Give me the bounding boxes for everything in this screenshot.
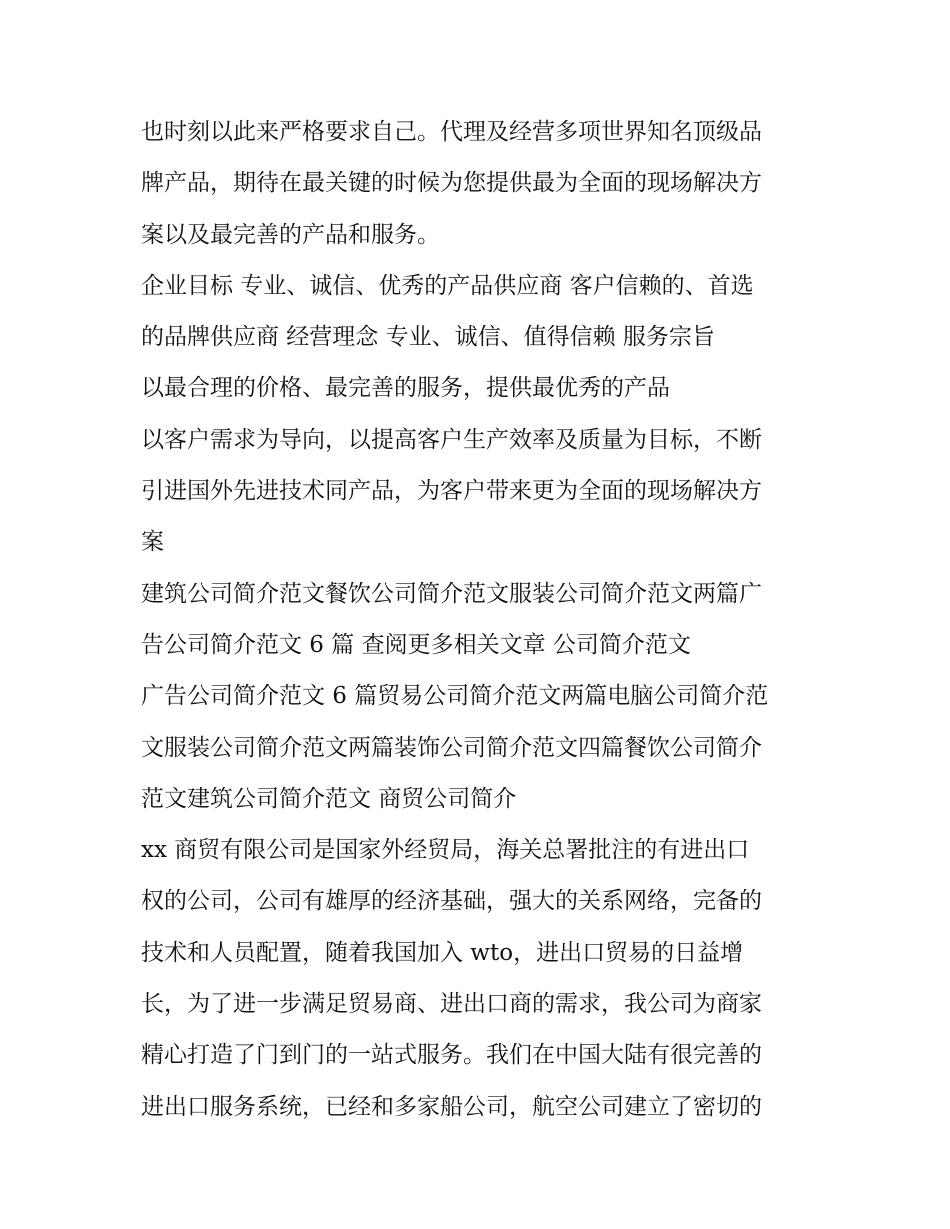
text-line-16: 权的公司，公司有雄厚的经济基础，强大的关系网络，完备的 [141, 888, 762, 915]
text-line-7: 以客户需求为导向，以提高客户生产效率及质量为目标，不断 [141, 426, 762, 453]
text-line-15: xx 商贸有限公司是国家外经贸局，海关总署批注的有进出口 [141, 837, 750, 864]
text-line-17: 技术和人员配置，随着我国加入 wto，进出口贸易的日益增 [141, 939, 744, 966]
text-line-12: 广告公司简介范文 6 篇贸易公司简介范文两篇电脑公司简介范 [141, 683, 769, 710]
text-line-3: 案以及最完善的产品和服务。 [141, 221, 440, 248]
text-line-2: 牌产品，期待在最关键的时候为您提供最为全面的现场解决方 [141, 170, 762, 197]
text-line-19: 精心打造了门到门的一站式服务。我们在中国大陆有很完善的 [141, 1042, 762, 1069]
text-line-4: 企业目标 专业、诚信、优秀的产品供应商 客户信赖的、首选 [141, 272, 754, 299]
text-line-9: 案 [141, 529, 164, 556]
text-line-6: 以最合理的价格、最完善的服务，提供最优秀的产品 [141, 375, 670, 402]
text-line-5: 的品牌供应商 经营理念 专业、诚信、值得信赖 服务宗旨 [141, 324, 715, 351]
text-line-20: 进出口服务系统，已经和多家船公司，航空公司建立了密切的 [141, 1093, 762, 1120]
text-line-1: 也时刻以此来严格要求自己。代理及经营多项世界知名顶级品 [141, 119, 762, 145]
body-text [141, 107, 821, 1133]
text-line-11: 告公司简介范文 6 篇 查阅更多相关文章 公司简介范文 [141, 631, 691, 658]
text-line-18: 长，为了进一步满足贸易商、进出口商的需求，我公司为商家 [141, 991, 762, 1018]
text-line-10: 建筑公司简介范文餐饮公司简介范文服装公司简介范文两篇广 [141, 580, 762, 607]
text-line-8: 引进国外先进技术同产品，为客户带来更为全面的现场解决方 [141, 478, 762, 505]
text-line-13: 文服装公司简介范文两篇装饰公司简介范文四篇餐饮公司简介 [141, 734, 762, 761]
text-line-14: 范文建筑公司简介范文 商贸公司简介 [141, 785, 517, 812]
